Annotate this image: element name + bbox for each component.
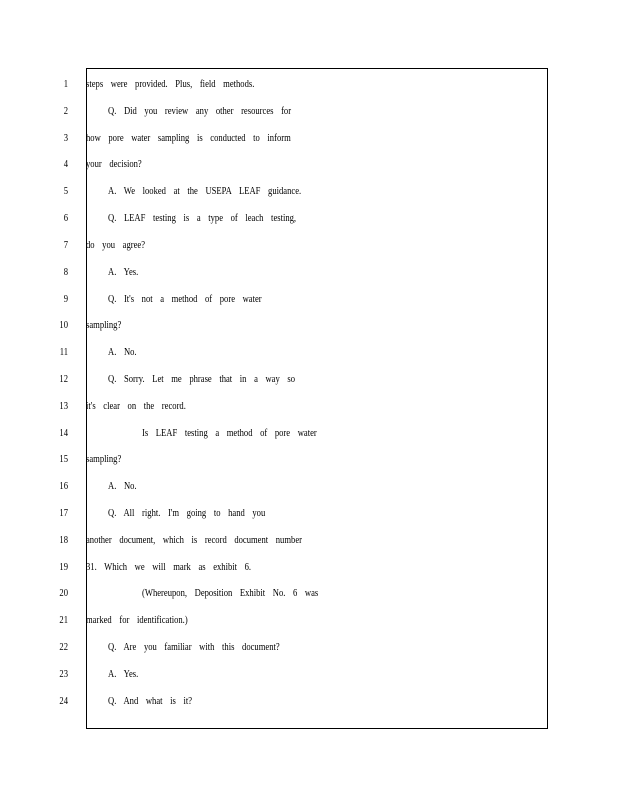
line-number: 20 <box>59 587 68 599</box>
transcript-line: do you agree? <box>86 239 146 251</box>
transcript-line: how pore water sampling is conducted to inform <box>86 132 291 144</box>
line-number: 2 <box>63 105 68 117</box>
line-number: 12 <box>59 373 68 385</box>
line-number: 16 <box>59 480 68 492</box>
transcript-line: steps were provided. Plus, field methods. <box>86 78 255 90</box>
line-number: 8 <box>63 266 68 278</box>
transcript-line: (Whereupon, Deposition Exhibit No. 6 was <box>142 587 319 599</box>
line-number: 21 <box>59 614 68 626</box>
transcript-line: Q. Sorry. Let me phrase that in a way so <box>108 373 296 385</box>
line-number: 13 <box>59 400 68 412</box>
transcript-line: your decision? <box>86 158 142 170</box>
line-number: 4 <box>63 158 68 170</box>
line-number: 22 <box>59 641 68 653</box>
line-number: 23 <box>59 668 68 680</box>
line-number: 5 <box>63 185 68 197</box>
line-number: 15 <box>59 453 68 465</box>
line-number: 19 <box>59 561 68 573</box>
transcript-line: Q. Did you review any other resources for <box>108 105 292 117</box>
line-number: 14 <box>59 427 68 439</box>
transcript-line: another document, which is record document number <box>86 534 302 546</box>
transcript-line: Q. All right. I'm going to hand you <box>108 507 266 519</box>
line-number: 3 <box>63 132 68 144</box>
transcript-line: A. Yes. <box>108 266 139 278</box>
transcript-line: A. We looked at the USEPA LEAF guidance. <box>108 185 302 197</box>
line-number: 17 <box>59 507 68 519</box>
line-number: 7 <box>63 239 68 251</box>
transcript-line: sampling? <box>86 453 122 465</box>
transcript-page-frame <box>86 68 548 729</box>
transcript-line: Q. LEAF testing is a type of leach testing, <box>108 212 297 224</box>
line-number: 9 <box>63 293 68 305</box>
transcript-line: sampling? <box>86 319 122 331</box>
transcript-line: A. Yes. <box>108 668 139 680</box>
line-number: 18 <box>59 534 68 546</box>
transcript-line: Q. Are you familiar with this document? <box>108 641 280 653</box>
line-number: 24 <box>59 695 68 707</box>
transcript-line: it's clear on the record. <box>86 400 186 412</box>
line-number: 11 <box>59 346 68 358</box>
line-number: 6 <box>63 212 68 224</box>
transcript-line: marked for identification.) <box>86 614 188 626</box>
transcript-line: A. No. <box>108 346 137 358</box>
line-number: 10 <box>59 319 68 331</box>
transcript-line: Q. It's not a method of pore water <box>108 293 262 305</box>
transcript-line: Q. And what is it? <box>108 695 193 707</box>
line-number: 1 <box>63 78 68 90</box>
transcript-line: Is LEAF testing a method of pore water <box>142 427 317 439</box>
transcript-line: 31. Which we will mark as exhibit 6. <box>86 561 252 573</box>
transcript-line: A. No. <box>108 480 137 492</box>
